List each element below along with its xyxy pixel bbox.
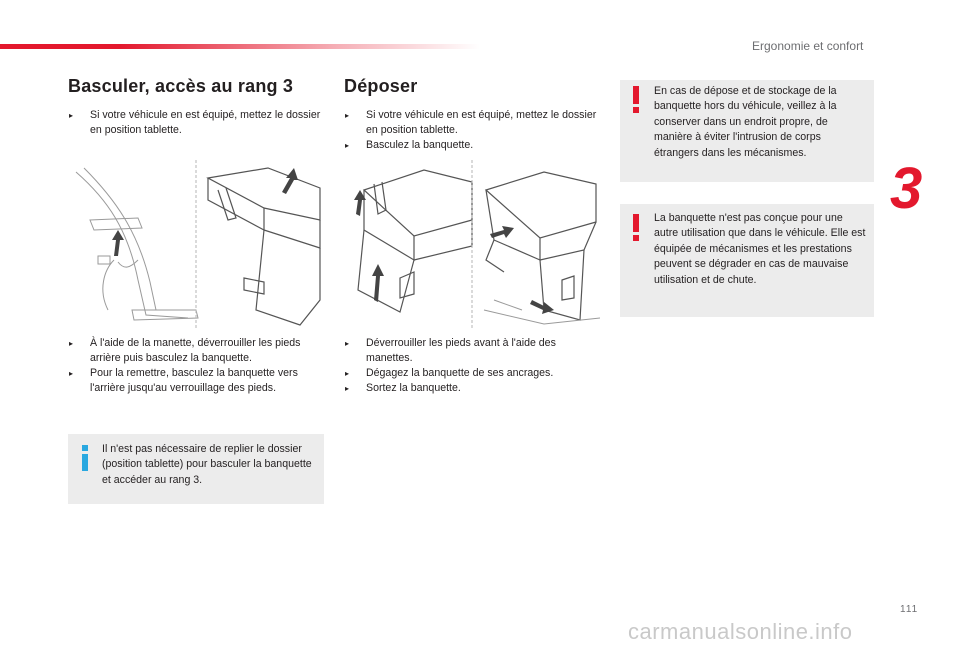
column-deposer-steps [344,336,600,396]
bullet-icon: ▸ [345,339,350,348]
page-number: 111 [900,604,919,615]
list-item: ▸ Si votre véhicule en est équipé, mettez le dossier en position tablette. [69,109,321,136]
bullet-icon: ▸ [345,111,350,120]
list-item: ▸ Dégagez la banquette de ses ancrages. [345,367,554,379]
bullets-deposer-bottom [344,336,600,396]
watermark: carmanualsonline.info [628,619,853,644]
warning-note-storage [620,80,874,182]
list-item: ▸ Pour la remettre, basculez la banquette vers l'arrière jusqu'au verrouillage des pieds. [69,367,298,394]
list-item: ▸ Sortez la banquette. [345,382,461,394]
column-deposer [344,76,600,153]
column-basculer [68,76,324,138]
list-item: ▸ Basculez la banquette. [345,139,474,151]
bullets-basculer-bottom [68,336,324,396]
seat-removal-drawing [344,160,600,330]
info-note-text: Il n'est pas nécessaire de replier le dossier (position tablette) pour basculer la banquette et accéder au rang 3. [102,443,312,486]
seat-tilt-drawing [68,160,324,330]
heading-basculer: Basculer, accès au rang 3 [68,76,294,96]
chapter-number: 3 [890,156,923,221]
header-accent-bar [0,44,480,49]
bullet-icon: ▸ [345,369,350,378]
bullet-icon: ▸ [69,339,74,348]
info-note [68,434,324,504]
list-item: ▸ À l'aide de la manette, déverrouiller les pieds arrière puis basculez la banquette. [69,337,301,364]
column-basculer-steps [68,336,324,396]
heading-deposer: Déposer [344,76,418,96]
bullet-icon: ▸ [69,111,74,120]
list-item: ▸ Si votre véhicule en est équipé, mettez le dossier en position tablette. [345,109,597,136]
bullet-icon: ▸ [345,384,350,393]
bullet-icon: ▸ [345,141,350,150]
bullets-deposer-top [344,108,600,153]
warning-note-usage-text: La banquette n'est pas conçue pour une autre utilisation que dans le véhicule. Elle est équipée de mécanismes et les prestations peuvent se dégrader en cas de mauvaise utilisation et de chute. [654,212,866,286]
warning-note-usage [620,204,874,317]
illustration-seat-removal [344,160,600,330]
bullets-basculer-top [68,108,324,138]
section-title: Ergonomie et confort [752,39,864,53]
info-icon [80,445,90,471]
warning-note-storage-text: En cas de dépose et de stockage de la banquette hors du véhicule, veillez à la conserver dans un endroit propre, de manière à éviter l'intrusion de corps étrangers dans les mécanismes. [654,85,837,159]
list-item: ▸ Déverrouiller les pieds avant à l'aide des manettes. [345,337,556,364]
bullet-icon: ▸ [69,369,74,378]
illustration-seat-tilt [68,160,324,330]
